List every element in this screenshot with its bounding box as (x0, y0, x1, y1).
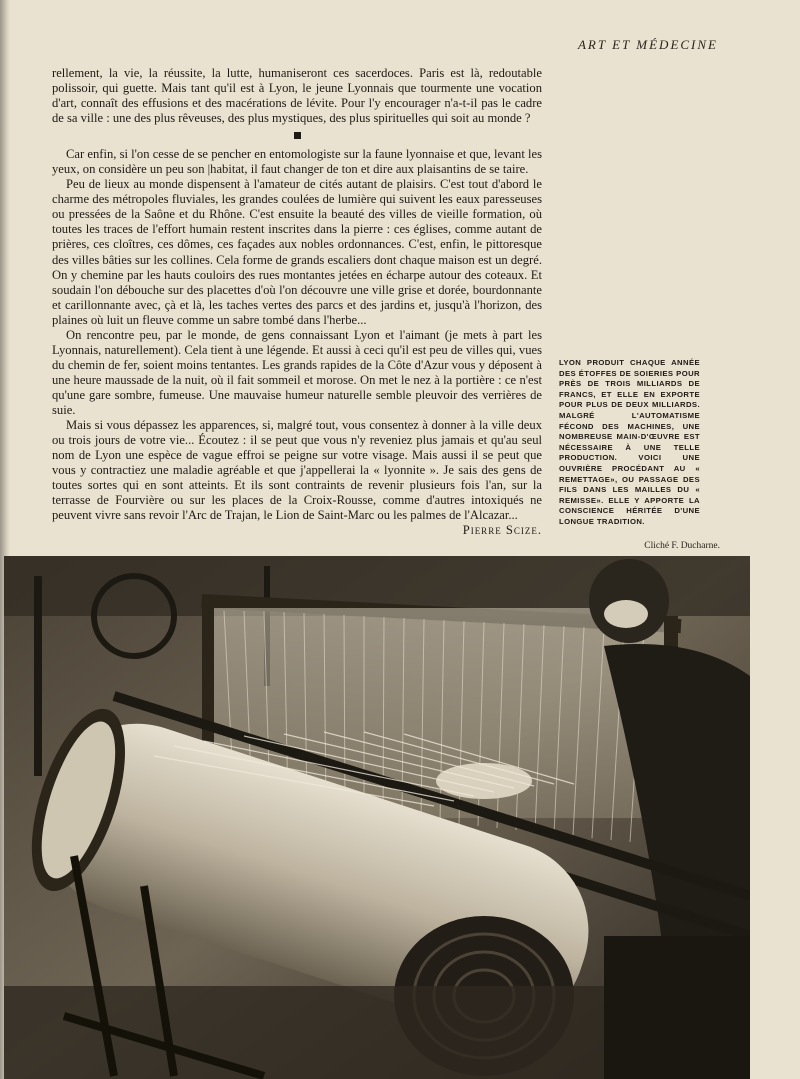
article-paragraph: On rencontre peu, par le monde, de gens connaissant Lyon et l'aimant (je mets à part les Lyonnais, naturellement). Cela tient à une légende. Et aussi à ceci qu'il est peu de villes qui, vues du chemin de fer, soient moins tentantes. Les grands rapides de la Côte d'Azur vous y déposent à une heure maussade de la nuit, où il fait sommeil et morose. On met le nez à la portière : ce n'est qu'une gare sombre, fumeuse. Une mauvaise humeur naturelle semble pleuvoir des verrières de suie. (52, 327, 542, 417)
article-paragraph: Car enfin, si l'on cesse de se pencher en entomologiste sur la faune lyonnaise et que, levant les yeux, on considère un peu son |habitat, il faut changer de ton et dire aux plaisantins de se taire. (52, 147, 542, 177)
section-break-square (294, 132, 301, 139)
photo-credit: Cliché F. Ducharne. (644, 541, 720, 551)
article-paragraph: Mais si vous dépassez les apparences, si, malgré tout, vous consentez à donner à la ville deux ou trois jours de votre vie... Écoutez : il se peut que vous n'y reveniez plus jamais et qu'au seul nom de Lyon une espèce de vague effroi se peigne sur votre visage. Mais aussi il se peut que vous y contractiez une maladie agréable et que j'appellerai la « lyonnite ». Je sais des gens de toutes sortes qui en sont atteints. Et ils sont contraints de revenir plusieurs fois l'an, sur la terrasse de Fourvière ou sur les places de la Croix-Rousse, comme d'autres intoxiqués ne peuvent vivre sans revoir l'Arc de Trajan, le Lion de Saint-Marc ou les palmes de l'Alcazar... (52, 418, 542, 523)
photo-caption: LYON PRODUIT CHAQUE ANNÉE DES ÉTOFFES DE SOIERIES POUR PRÈS DE TROIS MILLIARDS DE FRANCS, ET ELLE EN EXPORTE POUR PLUS DE DEUX MILLIARDS. MALGRÉ L'AUTOMATISME FÉCOND DES MACHINES, UNE NOMBREUSE MAIN-D'ŒUVRE EST NÉCESSAIRE À UNE TELLE PRODUCTION. VOICI UNE OUVRIÈRE PROCÉDANT AU « REMETTAGE», OU PASSAGE DES FILS DANS LES MAILLES DU « REMISSE». ELLE Y APPORTE LA CONSCIENCE HÉRITÉE D'UNE LONGUE TRADITION. (559, 358, 700, 526)
article-body (52, 66, 542, 538)
article-paragraph: Peu de lieux au monde dispensent à l'amateur de cités autant de plaisirs. C'est tout d'abord le charme des métropoles fluviales, les grandes coulées de lumière qui suivent les eaux paresseuses ou pressées de la Saône et du Rhône. C'est ensuite la beauté des villes de vieille formation, où toutes les traces de l'effort humain restent inscrites dans la pierre : ces églises, comme autant de prières, ces cloîtres, ces dômes, ces façades aux nobles ordonnances. C'est, enfin, le pittoresque des villes bâties sur les collines. Cela forme de grands escaliers dont chaque maison est un degré. On y chemine par les hauts couloirs des rues montantes jetées en écharpe autour des coteaux. Et soudain l'on débouche sur des placettes d'où l'on découvre une ville grise et dorée, bourdonnante et carillonnante avec, çà et là, les taches vertes des parcs et des jardins et, jusqu'à l'horizon, des plaines où luit un fleuve comme un sabre tombé dans l'herbe... (52, 177, 542, 327)
running-header: ART ET MÉDECINE (577, 37, 718, 52)
loom-photo-illustration (4, 556, 750, 1079)
author-signature: Pierre Scize. (462, 523, 542, 538)
article-paragraph: rellement, la vie, la réussite, la lutte, humaniseront ces sacerdoces. Paris est là, redoutable polissoir, qui guette. Mais tant qu'il est à Lyon, le jeune Lyonnais que tourmente une vocation d'art, connaît des effusions et des macérations de lévite. Pour l'y encourager n'a-t-il pas le cadre de sa ville : une des plus rêveuses, des plus mystiques, des plus spirituelles qui soit au monde ? (52, 66, 542, 126)
loom-photograph (4, 556, 750, 1079)
